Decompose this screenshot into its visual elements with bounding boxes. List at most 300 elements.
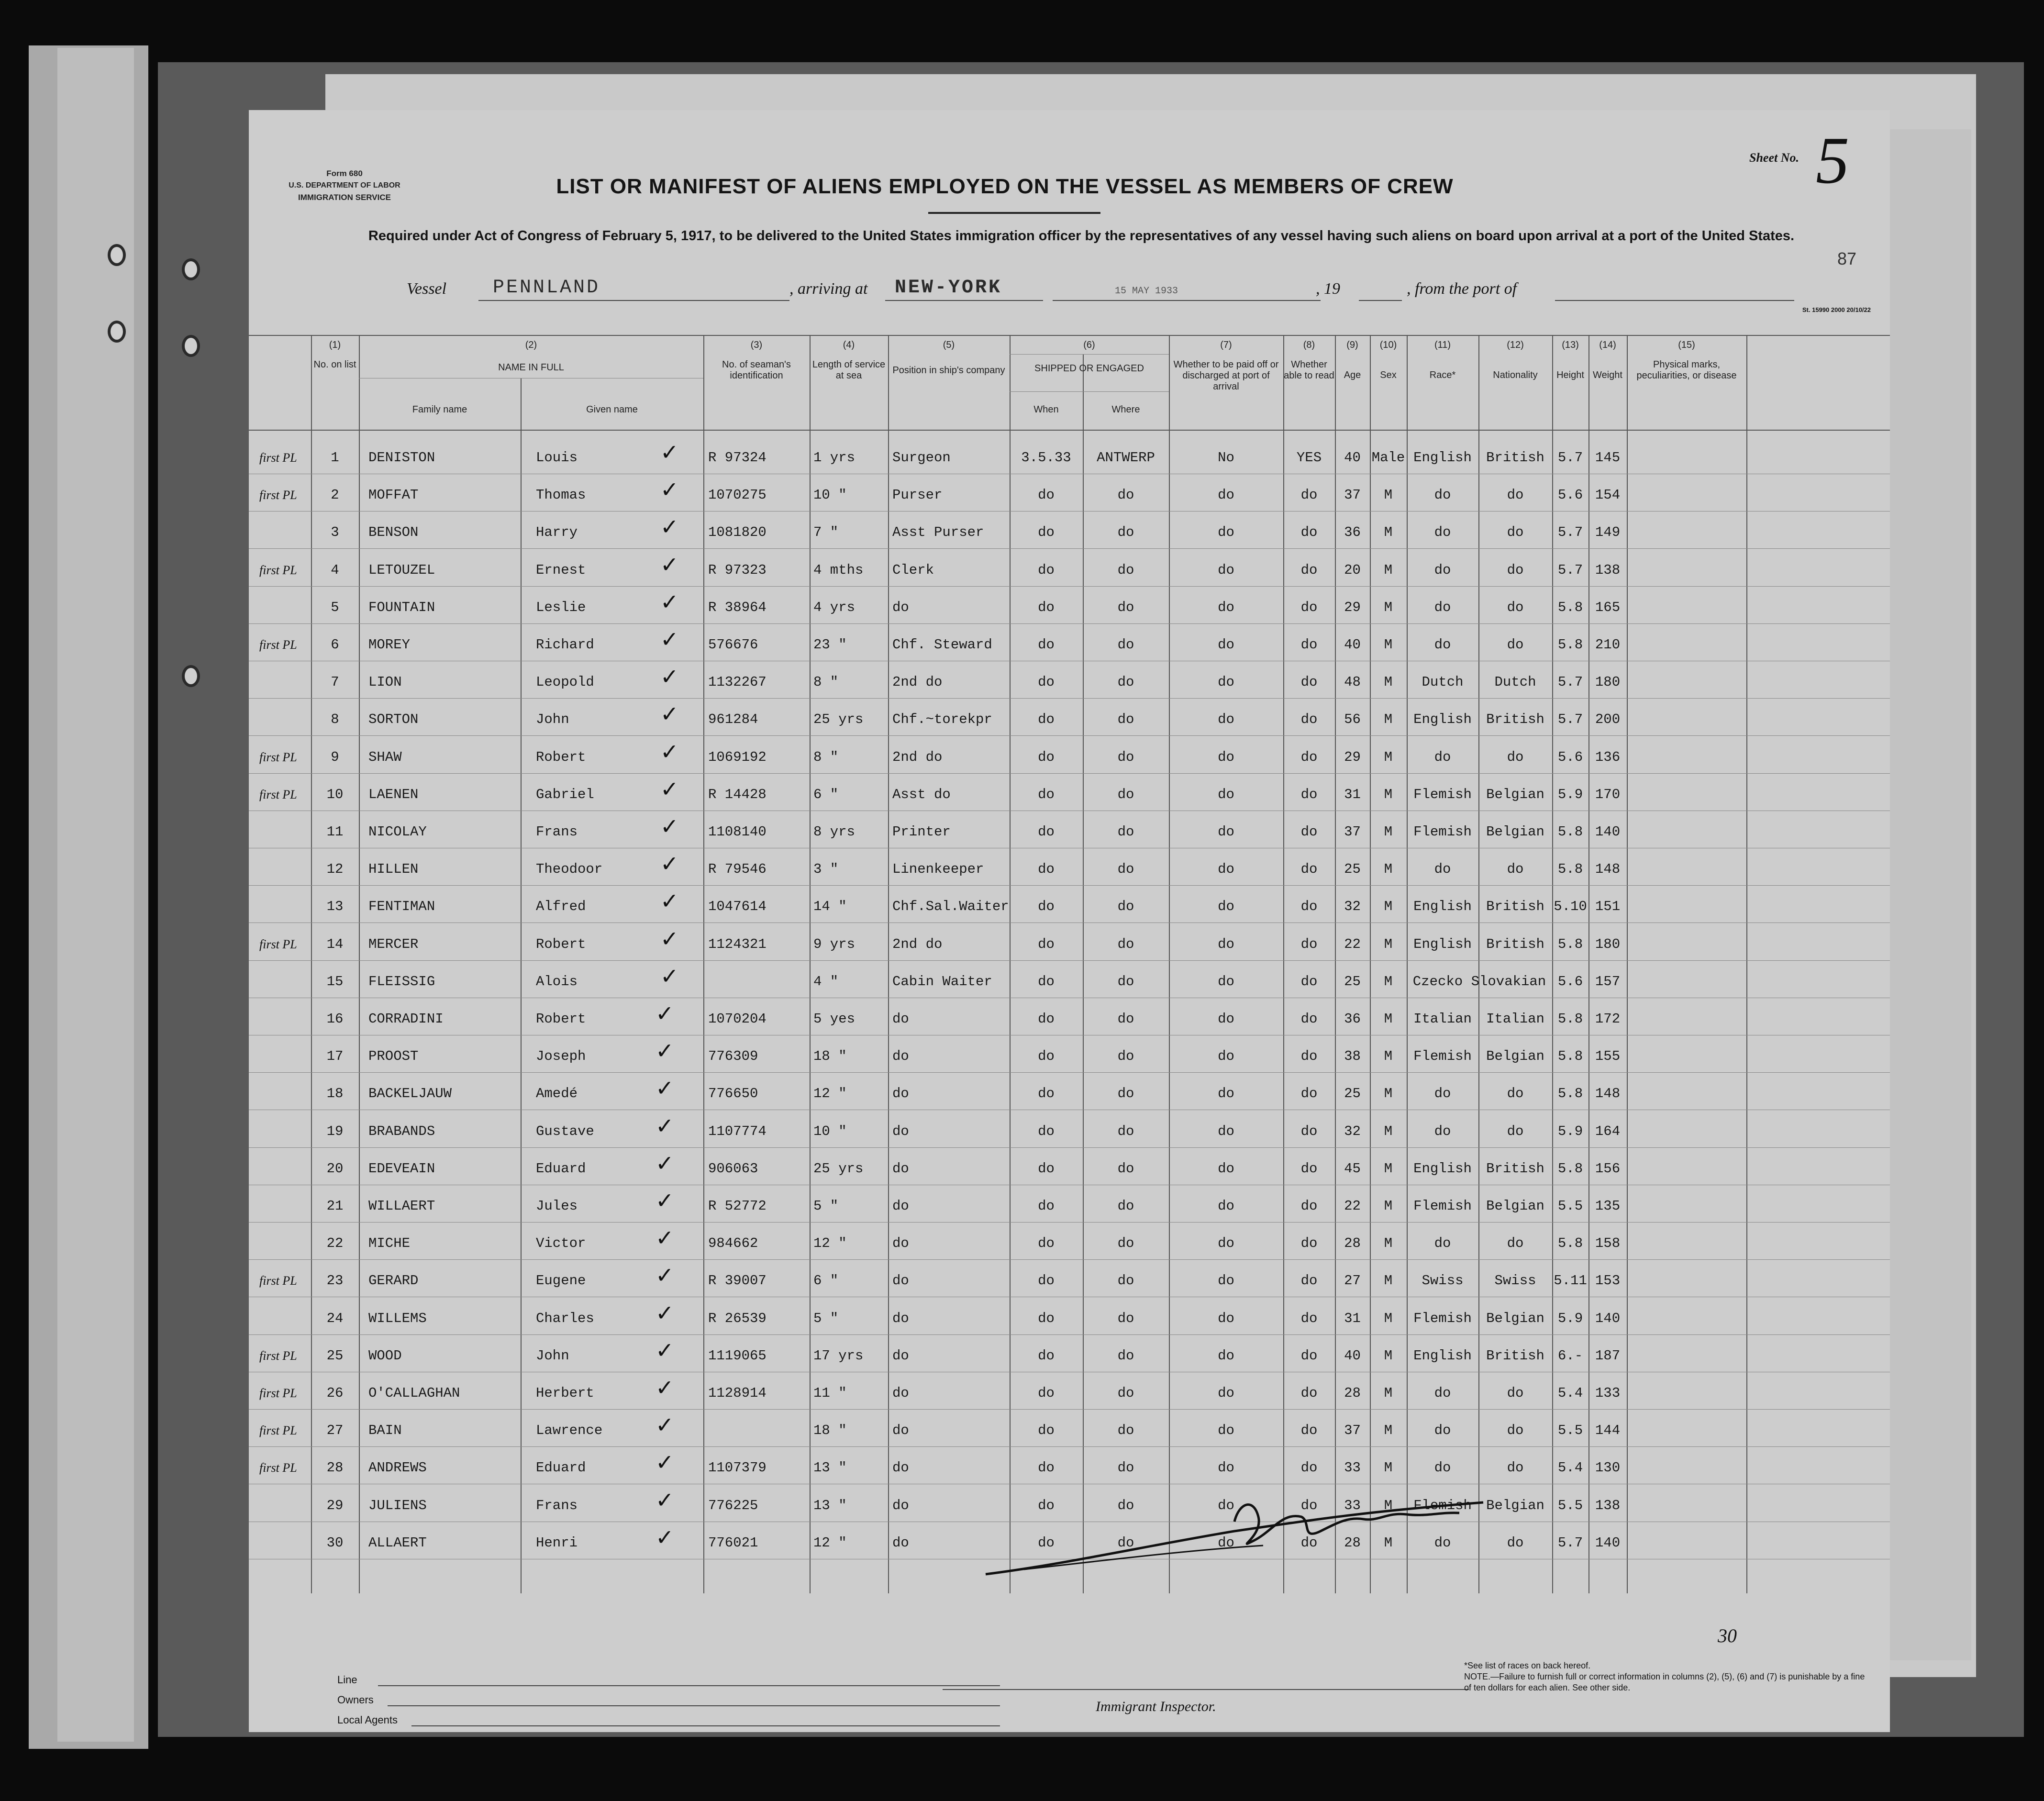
owners-label: Owners: [337, 1694, 374, 1706]
cell-race: Swiss: [1422, 1273, 1464, 1289]
cell-age: 40: [1344, 1347, 1361, 1364]
cell-service: 14 ": [813, 899, 847, 915]
cell-paid: do: [1218, 861, 1234, 878]
cell-sex: M: [1384, 1423, 1393, 1439]
cell-race: do: [1434, 861, 1451, 878]
margin-note: first PL: [259, 750, 297, 764]
check-mark-icon: ✓: [655, 1001, 674, 1026]
cell-position: do: [892, 599, 909, 615]
cell-given: Eduard: [536, 1460, 586, 1476]
cell-sex: M: [1384, 1011, 1393, 1027]
check-mark-icon: ✓: [660, 477, 679, 503]
cell-given: Theodoor: [536, 861, 603, 878]
cell-family: MOFFAT: [368, 487, 419, 503]
cell-height: 5.8: [1557, 1048, 1583, 1065]
cell-paid: do: [1218, 1534, 1234, 1551]
cell-no: 21: [326, 1198, 344, 1214]
cell-given: John: [536, 1347, 569, 1364]
cell-given: Charles: [536, 1310, 594, 1326]
cell-weight: 170: [1595, 786, 1621, 802]
cell-age: 36: [1344, 1011, 1361, 1027]
cell-position: do: [892, 1310, 909, 1326]
cell-position: Printer: [892, 824, 951, 840]
cell-service: 10 ": [813, 487, 847, 503]
cell-height: 5.7: [1557, 1534, 1583, 1551]
cell-height: 5.7: [1557, 712, 1583, 728]
cell-sex: M: [1384, 1497, 1393, 1513]
cell-paid: do: [1218, 599, 1234, 615]
cell-sex: Male: [1371, 450, 1405, 466]
cell-weight: 157: [1595, 973, 1621, 989]
cell-race: do: [1434, 1235, 1451, 1252]
cell-no: 28: [326, 1460, 344, 1476]
margin-note: first PL: [259, 787, 297, 801]
cell-height: 5.5: [1557, 1497, 1583, 1513]
cell-given: Frans: [536, 824, 578, 840]
cell-nationality: Dutch: [1494, 674, 1536, 690]
cell-family: WOOD: [368, 1347, 402, 1364]
cell-paid: do: [1218, 1497, 1234, 1513]
cell-age: 25: [1344, 861, 1361, 878]
cell-where: do: [1117, 1273, 1134, 1289]
cell-sex: M: [1384, 562, 1393, 578]
cell-service: 18 ": [813, 1048, 847, 1065]
column-number: (2): [525, 340, 537, 350]
cell-read: do: [1300, 936, 1318, 952]
cell-where: do: [1117, 599, 1134, 615]
cell-no: 17: [326, 1048, 344, 1065]
cell-age: 38: [1344, 1048, 1361, 1065]
cell-position: Chf.Sal.Waiter: [892, 899, 1009, 915]
check-mark-icon: ✓: [655, 1300, 674, 1326]
cell-id: 1124321: [708, 936, 766, 952]
column-number: (1): [329, 340, 341, 350]
shipped-sub-rule: [1010, 391, 1169, 392]
header-top-rule: [249, 335, 1890, 336]
cell-nationality: British: [1486, 899, 1544, 915]
cell-position: Purser: [892, 487, 943, 503]
cell-paid: do: [1218, 1123, 1234, 1139]
cell-weight: 144: [1595, 1423, 1621, 1439]
cell-paid: do: [1218, 1235, 1234, 1252]
cell-race: Flemish: [1413, 824, 1472, 840]
cell-race: English: [1413, 899, 1472, 915]
cell-no: 30: [326, 1534, 344, 1551]
cell-no: 14: [326, 936, 344, 952]
cell-position: do: [892, 1423, 909, 1439]
cell-age: 37: [1344, 824, 1361, 840]
cell-age: 25: [1344, 973, 1361, 989]
check-mark-icon: ✓: [660, 888, 679, 914]
cell-read: do: [1300, 1423, 1318, 1439]
column-number: (12): [1507, 340, 1524, 350]
cell-id: 1070275: [708, 487, 766, 503]
cell-paid: do: [1218, 637, 1234, 653]
cell-age: 31: [1344, 786, 1361, 802]
cell-family: BAIN: [368, 1423, 402, 1439]
cell-no: 2: [331, 487, 339, 503]
column-rule: [1478, 335, 1479, 1593]
cell-given: Frans: [536, 1497, 578, 1513]
arriving-port: NEW-YORK: [895, 277, 1002, 299]
cell-read: do: [1300, 1497, 1318, 1513]
cell-family: BACKELJAUW: [368, 1086, 452, 1102]
cell-weight: 165: [1595, 599, 1621, 615]
agents-label: Local Agents: [337, 1714, 398, 1726]
cell-family: MOREY: [368, 637, 411, 653]
cell-where: do: [1117, 749, 1134, 765]
cell-given: Jules: [536, 1198, 578, 1214]
column-header: Nationality: [1493, 370, 1538, 380]
cell-service: 17 yrs: [813, 1347, 864, 1364]
cell-when: do: [1038, 712, 1055, 728]
cell-no: 11: [326, 824, 344, 840]
cell-age: 33: [1344, 1497, 1361, 1513]
cell-read: do: [1300, 1198, 1318, 1214]
cell-weight: 180: [1595, 674, 1621, 690]
manifest-page: [249, 110, 1890, 1732]
cell-no: 20: [326, 1160, 344, 1177]
cell-nationality: do: [1507, 562, 1524, 578]
cell-read: do: [1300, 487, 1318, 503]
cell-height: 5.8: [1557, 1160, 1583, 1177]
column-rule: [359, 335, 360, 1593]
column-header: No. of seaman's identification: [722, 359, 791, 381]
cell-given: Victor: [536, 1235, 586, 1252]
cell-family: EDEVEAIN: [368, 1160, 435, 1177]
cell-race: do: [1434, 1534, 1451, 1551]
punch-hole: [182, 335, 200, 357]
cell-nationality: do: [1507, 1086, 1524, 1102]
cell-nationality: Belgian: [1486, 1048, 1544, 1065]
cell-race: Flemish: [1413, 1310, 1472, 1326]
check-mark-icon: ✓: [660, 551, 679, 578]
cell-position: do: [892, 1273, 909, 1289]
check-mark-icon: ✓: [655, 1038, 674, 1064]
cell-paid: do: [1218, 749, 1234, 765]
cell-weight: 140: [1595, 1310, 1621, 1326]
cell-race: Czecko Slovakian: [1412, 973, 1546, 989]
cell-race: do: [1434, 1086, 1451, 1102]
cell-sex: M: [1384, 1460, 1393, 1476]
cell-sex: M: [1384, 1534, 1393, 1551]
cell-read: do: [1300, 1347, 1318, 1364]
column-rule: [1407, 335, 1408, 1593]
cell-weight: 180: [1595, 936, 1621, 952]
subheader-family: Family name: [412, 404, 467, 415]
cell-when: do: [1038, 1048, 1055, 1065]
cell-family: GERARD: [368, 1273, 419, 1289]
check-mark-icon: ✓: [655, 1225, 674, 1251]
cell-read: do: [1300, 1385, 1318, 1401]
cell-weight: 151: [1595, 899, 1621, 915]
cell-service: 23 ": [813, 637, 847, 653]
cell-when: 3.5.33: [1021, 450, 1071, 466]
column-header: Height: [1556, 370, 1584, 380]
row-rule: [249, 586, 1890, 587]
cell-paid: do: [1218, 562, 1234, 578]
cell-height: 5.8: [1557, 861, 1583, 878]
margin-note: first PL: [259, 1461, 297, 1475]
column-rule: [521, 378, 522, 1593]
cell-weight: 156: [1595, 1160, 1621, 1177]
column-header: Weight: [1593, 370, 1622, 380]
subheader-where: Where: [1111, 404, 1140, 415]
cell-given: John: [536, 712, 569, 728]
cell-family: O'CALLAGHAN: [368, 1385, 460, 1401]
cell-paid: do: [1218, 899, 1234, 915]
cell-paid: do: [1218, 1385, 1234, 1401]
cell-read: do: [1300, 1273, 1318, 1289]
cell-where: do: [1117, 1160, 1134, 1177]
punch-hole: [108, 321, 126, 343]
cell-read: do: [1300, 1160, 1318, 1177]
cell-sex: M: [1384, 861, 1393, 878]
cell-no: 5: [331, 599, 339, 615]
column-header: Age: [1344, 370, 1361, 380]
cell-no: 8: [331, 712, 339, 728]
column-header: Position in ship's company: [892, 365, 1005, 376]
column-rule: [1169, 335, 1170, 1593]
cell-given: Henri: [536, 1534, 578, 1551]
column-rule: [1335, 335, 1336, 1593]
column-header: SHIPPED OR ENGAGED: [1034, 363, 1144, 374]
cell-family: BRABANDS: [368, 1123, 435, 1139]
cell-position: Asst Purser: [892, 524, 984, 541]
date-stamp: 15 MAY 1933: [1115, 286, 1178, 297]
cell-family: FLEISSIG: [368, 973, 435, 989]
cell-where: do: [1117, 1310, 1134, 1326]
column-rule: [1283, 335, 1284, 1593]
cell-sex: M: [1384, 524, 1393, 541]
cell-given: Amedé: [536, 1086, 578, 1102]
cell-nationality: Belgian: [1486, 824, 1544, 840]
cell-nationality: do: [1507, 1123, 1524, 1139]
cell-when: do: [1038, 1123, 1055, 1139]
cell-sex: M: [1384, 1273, 1393, 1289]
cell-read: do: [1300, 899, 1318, 915]
cell-weight: 164: [1595, 1123, 1621, 1139]
cell-height: 5.6: [1557, 487, 1583, 503]
check-mark-icon: ✓: [655, 1412, 674, 1438]
cell-when: do: [1038, 1273, 1055, 1289]
cell-weight: 140: [1595, 1534, 1621, 1551]
cell-when: do: [1038, 674, 1055, 690]
cell-sex: M: [1384, 786, 1393, 802]
cell-paid: do: [1218, 786, 1234, 802]
cell-read: do: [1300, 1235, 1318, 1252]
cell-id: R 38964: [708, 599, 766, 615]
cell-race: Flemish: [1413, 1198, 1472, 1214]
cell-service: 12 ": [813, 1534, 847, 1551]
cell-position: Chf.~torekpr: [892, 712, 992, 728]
cell-sex: M: [1384, 899, 1393, 915]
cell-where: do: [1117, 562, 1134, 578]
cell-where: do: [1117, 824, 1134, 840]
cell-read: do: [1300, 637, 1318, 653]
cell-age: 32: [1344, 1123, 1361, 1139]
cell-family: MICHE: [368, 1235, 411, 1252]
cell-family: ANDREWS: [368, 1460, 427, 1476]
cell-race: English: [1413, 450, 1472, 466]
cell-where: do: [1117, 1048, 1134, 1065]
cell-height: 5.6: [1557, 973, 1583, 989]
cell-when: do: [1038, 1385, 1055, 1401]
cell-no: 12: [326, 861, 344, 878]
cell-id: 776225: [708, 1497, 758, 1513]
cell-no: 27: [326, 1423, 344, 1439]
cell-paid: do: [1218, 524, 1234, 541]
cell-family: LAENEN: [368, 786, 419, 802]
cell-service: 4 mths: [813, 562, 864, 578]
cell-position: do: [892, 1347, 909, 1364]
cell-nationality: do: [1507, 1423, 1524, 1439]
cell-height: 5.8: [1557, 599, 1583, 615]
cell-position: do: [892, 1011, 909, 1027]
cell-nationality: do: [1507, 1534, 1524, 1551]
cell-read: do: [1300, 749, 1318, 765]
cell-where: do: [1117, 1235, 1134, 1252]
department-name: U.S. DEPARTMENT OF LABOR: [289, 181, 400, 189]
punch-hole: [108, 244, 126, 266]
cell-no: 16: [326, 1011, 344, 1027]
column-number: (15): [1678, 340, 1695, 350]
cell-given: Robert: [536, 936, 586, 952]
cell-age: 22: [1344, 936, 1361, 952]
cell-paid: do: [1218, 936, 1234, 952]
cell-read: do: [1300, 712, 1318, 728]
cell-id: 1070204: [708, 1011, 766, 1027]
cell-service: 11 ": [813, 1385, 847, 1401]
cell-when: do: [1038, 861, 1055, 878]
cell-when: do: [1038, 973, 1055, 989]
cell-when: do: [1038, 637, 1055, 653]
cell-service: 10 ": [813, 1123, 847, 1139]
cell-where: do: [1117, 1423, 1134, 1439]
cell-height: 5.8: [1557, 1235, 1583, 1252]
column-number: (10): [1379, 340, 1397, 350]
cell-read: do: [1300, 599, 1318, 615]
cell-where: do: [1117, 1011, 1134, 1027]
cell-service: 5 ": [813, 1198, 839, 1214]
cell-nationality: Belgian: [1486, 1310, 1544, 1326]
cell-when: do: [1038, 749, 1055, 765]
cell-no: 19: [326, 1123, 344, 1139]
cell-paid: do: [1218, 1160, 1234, 1177]
cell-given: Robert: [536, 749, 586, 765]
row-rule: [249, 1334, 1890, 1335]
cell-when: do: [1038, 1198, 1055, 1214]
cell-sex: M: [1384, 1086, 1393, 1102]
cell-nationality: Swiss: [1494, 1273, 1536, 1289]
cell-age: 28: [1344, 1534, 1361, 1551]
cell-family: JULIENS: [368, 1497, 427, 1513]
column-rule: [888, 335, 889, 1593]
row-rule: [249, 735, 1890, 736]
check-mark-icon: ✓: [660, 514, 679, 540]
cell-family: CORRADINI: [368, 1011, 444, 1027]
cell-position: do: [892, 1497, 909, 1513]
cell-family: SHAW: [368, 749, 402, 765]
row-rule: [249, 960, 1890, 961]
cell-service: 25 yrs: [813, 712, 864, 728]
column-rule: [1552, 335, 1553, 1593]
cell-height: 6.-: [1557, 1347, 1583, 1364]
cell-given: Louis: [536, 450, 578, 466]
cell-race: Flemish: [1413, 786, 1472, 802]
cell-id: 961284: [708, 712, 758, 728]
cell-id: R 39007: [708, 1273, 766, 1289]
row-rule: [249, 1259, 1890, 1260]
row-rule: [249, 698, 1890, 699]
cell-service: 1 yrs: [813, 450, 855, 466]
cell-height: 5.9: [1557, 786, 1583, 802]
cell-where: do: [1117, 1460, 1134, 1476]
cell-id: 576676: [708, 637, 758, 653]
cell-nationality: Italian: [1486, 1011, 1544, 1027]
cell-sex: M: [1384, 674, 1393, 690]
check-mark-icon: ✓: [660, 925, 679, 952]
cell-service: 4 yrs: [813, 599, 855, 615]
cell-family: SORTON: [368, 712, 419, 728]
page-title: LIST OR MANIFEST OF ALIENS EMPLOYED ON THE VESSEL AS MEMBERS OF CREW: [556, 175, 1454, 198]
column-number: (13): [1562, 340, 1579, 350]
date-underline: [1053, 300, 1321, 301]
column-header: NAME IN FULL: [498, 362, 564, 373]
column-number: (8): [1303, 340, 1315, 350]
check-mark-icon: ✓: [660, 738, 679, 765]
cell-sex: M: [1384, 1198, 1393, 1214]
check-mark-icon: ✓: [660, 664, 679, 690]
cell-read: do: [1300, 861, 1318, 878]
cell-when: do: [1038, 786, 1055, 802]
cell-sex: M: [1384, 599, 1393, 615]
cell-weight: 200: [1595, 712, 1621, 728]
cell-family: LETOUZEL: [368, 562, 435, 578]
cell-nationality: British: [1486, 712, 1544, 728]
cell-service: 12 ": [813, 1235, 847, 1252]
cell-age: 20: [1344, 562, 1361, 578]
cell-when: do: [1038, 936, 1055, 952]
cell-when: do: [1038, 899, 1055, 915]
cell-position: 2nd do: [892, 674, 943, 690]
cell-sex: M: [1384, 712, 1393, 728]
subheader-when: When: [1033, 404, 1059, 415]
check-mark-icon: ✓: [655, 1337, 674, 1363]
cell-family: FOUNTAIN: [368, 599, 435, 615]
cell-weight: 138: [1595, 1497, 1621, 1513]
cell-paid: do: [1218, 674, 1234, 690]
cell-position: do: [892, 1198, 909, 1214]
stock-code: St. 15990 2000 20/10/22: [1802, 306, 1871, 313]
vessel-line: [407, 277, 1794, 304]
margin-note: first PL: [259, 1274, 297, 1288]
cell-race: Italian: [1413, 1011, 1472, 1027]
cell-id: 1069192: [708, 749, 766, 765]
cell-sex: M: [1384, 749, 1393, 765]
cell-read: do: [1300, 973, 1318, 989]
cell-read: YES: [1296, 450, 1322, 466]
cell-position: Clerk: [892, 562, 934, 578]
check-mark-icon: ✓: [660, 589, 679, 615]
cell-no: 24: [326, 1310, 344, 1326]
cell-race: do: [1434, 599, 1451, 615]
cell-race: Dutch: [1422, 674, 1464, 690]
cell-given: Alois: [536, 973, 578, 989]
cell-id: 776650: [708, 1086, 758, 1102]
binder-strip-inner: [57, 48, 134, 1742]
cell-age: 22: [1344, 1198, 1361, 1214]
